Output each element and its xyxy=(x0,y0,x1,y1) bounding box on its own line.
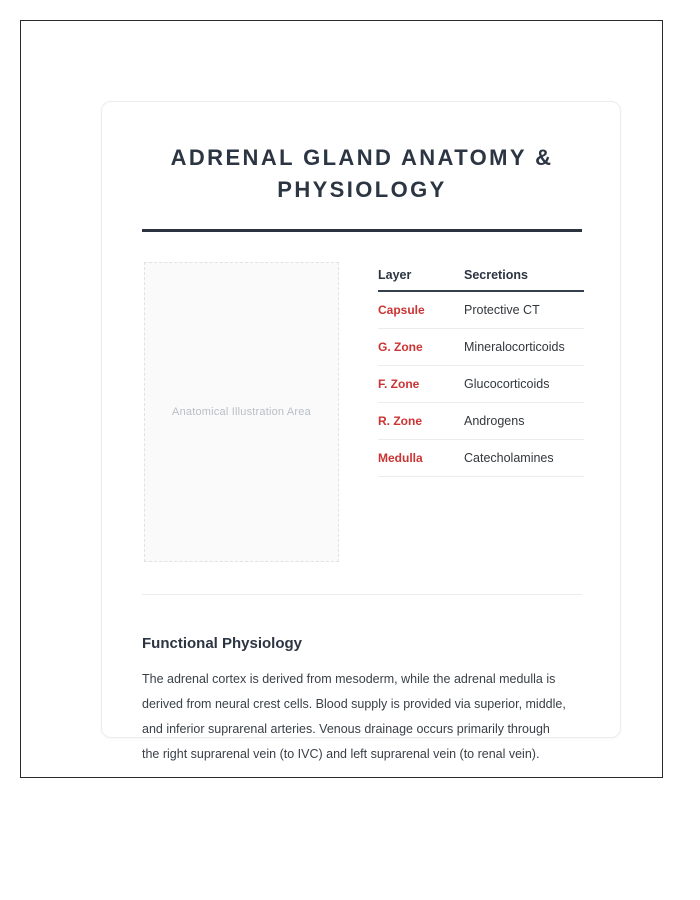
illustration-placeholder-label: Anatomical Illustration Area xyxy=(172,406,311,418)
layer-secretion: Catecholamines xyxy=(464,440,584,477)
layer-name: F. Zone xyxy=(378,366,464,403)
table-body xyxy=(378,291,584,477)
table-row xyxy=(378,291,584,329)
anatomical-illustration-placeholder xyxy=(144,262,339,562)
table-row xyxy=(378,403,584,440)
layer-name: R. Zone xyxy=(378,403,464,440)
table-header-row xyxy=(378,262,584,291)
layers-table-container xyxy=(378,262,584,477)
layer-secretion: Glucocorticoids xyxy=(464,366,584,403)
page-title: ADRENAL GLAND ANATOMY & PHYSIOLOGY xyxy=(170,145,554,202)
column-header-secretions: Secretions xyxy=(464,262,584,291)
column-header-layer: Layer xyxy=(378,262,464,291)
page-frame xyxy=(20,20,663,778)
layer-secretion: Mineralocorticoids xyxy=(464,329,584,366)
section-divider xyxy=(142,594,582,595)
layer-name: Capsule xyxy=(378,291,464,329)
layer-name: G. Zone xyxy=(378,329,464,366)
adrenal-layers-table xyxy=(378,262,584,477)
title-divider xyxy=(142,229,582,232)
table-row xyxy=(378,329,584,366)
physiology-heading: Functional Physiology xyxy=(142,635,303,652)
table-header xyxy=(378,262,584,291)
anatomy-overview-row xyxy=(142,262,584,574)
table-row xyxy=(378,366,584,403)
layer-secretion: Androgens xyxy=(464,403,584,440)
layer-secretion: Protective CT xyxy=(464,291,584,329)
physiology-body-text: The adrenal cortex is derived from mesoderm, while the adrenal medulla is derived from neural crest cells. Blood supply is provided via superior, middle, and inferior suprarenal arteries. Venous drainage occurs primarily through the right suprarenal vein (to IVC) and left suprarenal vein (to renal vein). xyxy=(142,672,566,761)
table-row xyxy=(378,440,584,477)
content-card xyxy=(101,101,621,761)
layer-name: Medulla xyxy=(378,440,464,477)
